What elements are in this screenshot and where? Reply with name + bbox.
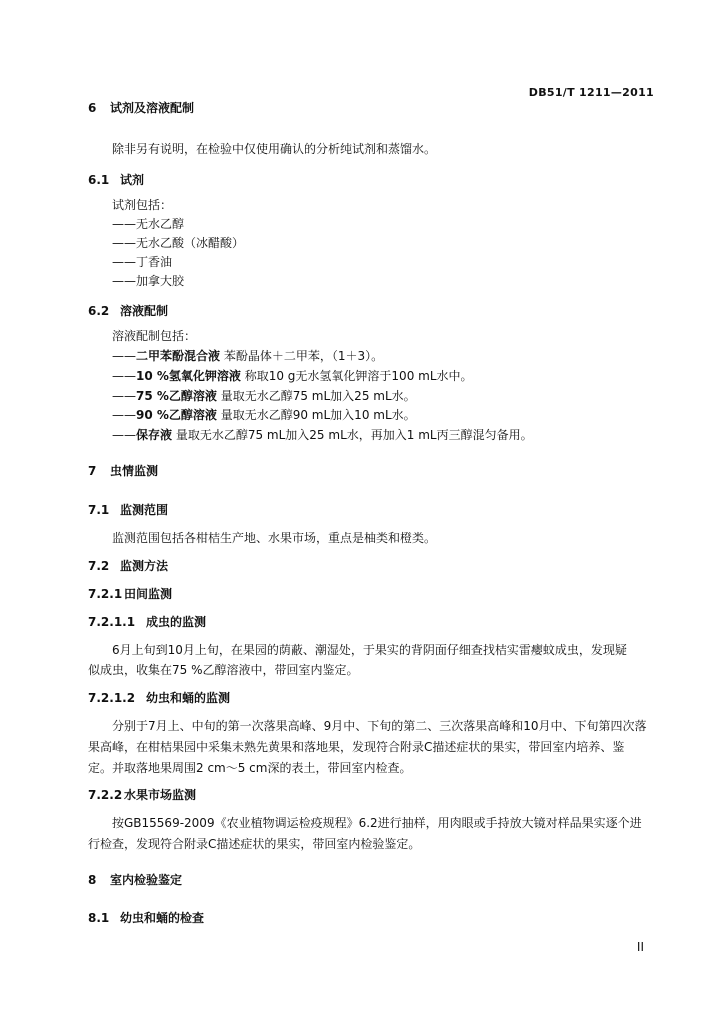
section-number: 6.1 (88, 173, 110, 187)
paragraph-line: 行检查，发现符合附录C描述症状的果实，带回室内检验鉴定。 (88, 837, 421, 851)
solution-desc: 量取无水乙醇75 mL加入25 mL水，再加入1 mL丙三醇混匀备用。 (172, 428, 533, 442)
section-7-1-text: 监测范围包括各柑桔生产地、水果市场，重点是柚类和橙类。 (112, 531, 437, 545)
solution-term: 二甲苯酚混合液 (136, 349, 221, 363)
dash: —— (112, 389, 136, 403)
section-6-heading (88, 100, 194, 116)
paragraph-line: 分别于7月上、中旬的第一次落果高峰、9月中、下旬的第二、三次落果高峰和10月中、下旬第四次落 (112, 719, 647, 733)
section-title: 幼虫和蛹的监测 (146, 691, 231, 705)
solution-lead: 溶液配制包括： (112, 329, 197, 343)
solution-desc: 称取10 g无水氢氧化钾溶于100 mL水中。 (240, 369, 473, 383)
section-number: 7.1 (88, 503, 110, 517)
section-number: 6.2 (88, 304, 110, 318)
solution-term: 保存液 (136, 428, 173, 442)
section-title: 溶液配制 (120, 304, 169, 318)
section-7-2-1-heading (88, 586, 172, 602)
page-number: II (636, 940, 644, 954)
section-number: 7.2.1 (88, 587, 123, 601)
section-7-heading (88, 463, 158, 479)
section-title: 成虫的监测 (146, 615, 207, 629)
section-title: 幼虫和蛹的检查 (120, 911, 205, 925)
section-6-1-heading (88, 172, 144, 188)
section-7-2-2-heading (88, 787, 196, 803)
paragraph-line: 果高峰，在柑桔果园中采集未熟先黄果和落地果，发现符合附录C描述症状的果实，带回室内培养、鉴 (88, 740, 625, 754)
reagent-item: ——丁香油 (112, 255, 173, 269)
solution-item (112, 368, 473, 384)
paragraph-line: 按GB15569-2009《农业植物调运检疫规程》6.2进行抽样，用肉眼或手持放大镜对样品果实逐个进 (112, 816, 642, 830)
solution-desc: 苯酚晶体＋二甲苯，（1＋3）。 (220, 349, 384, 363)
solution-term: 90 %乙醇溶液 (136, 408, 217, 422)
section-7-2-heading (88, 558, 168, 574)
paragraph-line: 定。并取落地果周围2 cm～5 cm深的表土，带回室内检查。 (88, 761, 412, 775)
solution-item (112, 348, 383, 364)
solution-term: 10 %氢氧化钾溶液 (136, 369, 241, 383)
dash: —— (112, 408, 136, 422)
solution-item (112, 388, 416, 404)
section-number: 8.1 (88, 911, 110, 925)
solution-desc: 量取无水乙醇75 mL加入25 mL水。 (216, 389, 416, 403)
reagent-item: ——无水乙酸（冰醋酸） (112, 236, 245, 250)
section-8-1-heading (88, 910, 204, 926)
reagent-lead: 试剂包括： (112, 198, 173, 212)
dash: —— (112, 428, 136, 442)
dash: —— (112, 369, 136, 383)
section-number: 7.2.1.2 (88, 691, 136, 705)
section-number: 7.2.1.1 (88, 615, 136, 629)
section-6-2-heading (88, 303, 168, 319)
section-title: 虫情监测 (110, 464, 159, 478)
section-number: 7.2.2 (88, 788, 123, 802)
standard-code: DB51/T 1211—2011 (528, 86, 654, 99)
section-6-intro: 除非另有说明，在检验中仅使用确认的分析纯试剂和蒸馏水。 (112, 142, 437, 156)
section-title: 监测范围 (120, 503, 169, 517)
section-7-1-heading (88, 502, 168, 518)
reagent-item: ——无水乙醇 (112, 217, 185, 231)
reagent-item: ——加拿大胶 (112, 274, 185, 288)
section-title: 试剂 (120, 173, 145, 187)
solution-term: 75 %乙醇溶液 (136, 389, 217, 403)
solution-desc: 量取无水乙醇90 mL加入10 mL水。 (216, 408, 416, 422)
section-8-heading (88, 872, 182, 888)
paragraph-line: 似成虫，收集在75 %乙醇溶液中，带回室内鉴定。 (88, 663, 359, 677)
section-title: 室内检验鉴定 (110, 873, 183, 887)
section-7-2-1-2-heading (88, 690, 230, 706)
section-title: 监测方法 (120, 559, 169, 573)
section-number: 7 (88, 464, 97, 478)
section-number: 8 (88, 873, 97, 887)
section-7-2-1-1-heading (88, 614, 206, 630)
section-title: 试剂及溶液配制 (110, 101, 195, 115)
section-title: 田间监测 (124, 587, 173, 601)
solution-item (112, 407, 416, 423)
paragraph-line: 6月上旬到10月上旬，在果园的荫蔽、潮湿处，于果实的背阴面仔细查找桔实雷瘿蚊成虫，发现疑 (112, 643, 627, 657)
section-number: 6 (88, 101, 97, 115)
section-number: 7.2 (88, 559, 110, 573)
section-title: 水果市场监测 (124, 788, 197, 802)
dash: —— (112, 349, 136, 363)
solution-item (112, 427, 533, 443)
